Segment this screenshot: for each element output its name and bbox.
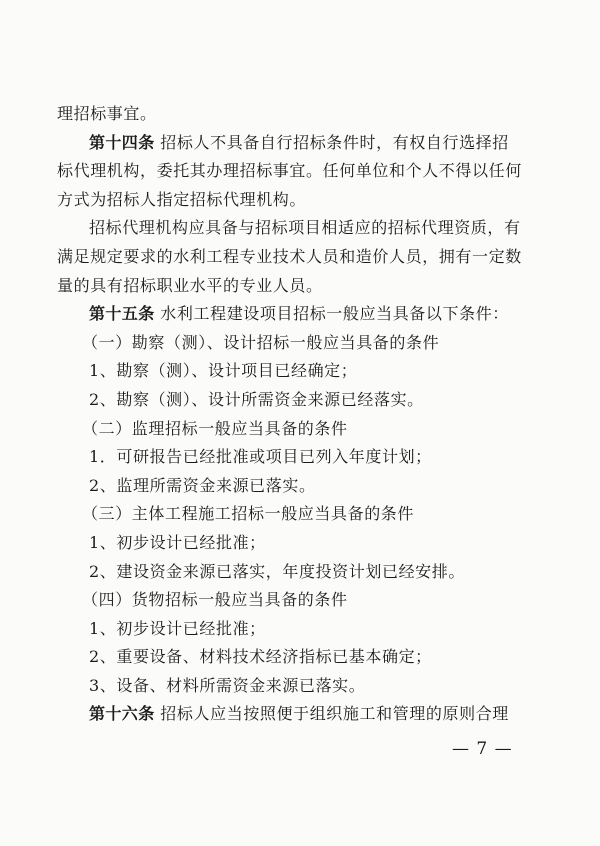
text-line-16 — [89, 533, 266, 553]
line-text: （一）勘察（测）、设计招标一般应当具备的条件 — [82, 333, 440, 352]
line-text: 招标代理机构应具备与招标项目相适应的招标代理资质，有 — [89, 218, 521, 237]
line-text: 2、勘察（测）、设计所需资金来源已经落实。 — [89, 390, 424, 409]
text-line-20 — [89, 647, 432, 667]
line-text: 2、重要设备、材料技术经济指标已基本确定； — [89, 647, 432, 666]
line-text: 水利工程建设项目招标一般应当具备以下条件： — [160, 304, 509, 323]
article-16-heading: 第十六条 — [89, 704, 155, 723]
line-text: 标代理机构，委托其办理招标事宜。任何单位和个人不得以任何 — [57, 161, 522, 180]
text-line-3 — [57, 161, 522, 181]
article-14-line — [89, 133, 509, 153]
article-16-line — [89, 704, 509, 724]
page-number: — 7 — — [452, 739, 513, 759]
text-line-12 — [82, 419, 348, 439]
text-line-7 — [57, 276, 323, 296]
line-text: 方式为招标人指定招标代理机构。 — [57, 190, 307, 209]
line-text: 3、设备、材料所需资金来源已落实。 — [89, 676, 366, 695]
text-line-21 — [89, 676, 365, 696]
line-text: 理招标事宜。 — [57, 104, 157, 123]
line-text: 量的具有招标职业水平的专业人员。 — [57, 276, 323, 295]
text-line-5 — [89, 218, 521, 238]
line-text: 招标人不具备自行招标条件时，有权自行选择招 — [160, 133, 509, 152]
text-line-6 — [57, 247, 522, 267]
text-line-19 — [89, 619, 266, 639]
text-line-1 — [57, 104, 157, 124]
line-text: 2、建设资金来源已落实，年度投资计划已经安排。 — [89, 562, 465, 581]
line-text: 2、监理所需资金来源已落实。 — [89, 476, 316, 495]
text-line-18 — [82, 590, 348, 610]
article-15-heading: 第十五条 — [89, 304, 155, 323]
line-text: 满足规定要求的水利工程专业技术人员和造价人员，拥有一定数 — [57, 247, 522, 266]
article-15-line — [89, 304, 509, 324]
text-line-13 — [89, 447, 432, 467]
line-text: 1．可研报告已经批准或项目已列入年度计划； — [89, 447, 432, 466]
line-text: （三）主体工程施工招标一般应当具备的条件 — [82, 504, 415, 523]
text-line-15 — [82, 504, 414, 524]
line-text: 招标人应当按照便于组织施工和管理的原则合理 — [160, 704, 509, 723]
text-line-17 — [89, 562, 465, 582]
text-line-11 — [89, 390, 424, 410]
text-line-10 — [89, 361, 357, 381]
line-text: （二）监理招标一般应当具备的条件 — [82, 419, 348, 438]
text-line-9 — [82, 333, 439, 353]
text-line-14 — [89, 476, 316, 496]
line-text: 1、初步设计已经批准； — [89, 619, 266, 638]
line-text: 1、勘察（测）、设计项目已经确定； — [89, 361, 358, 380]
line-text: （四）货物招标一般应当具备的条件 — [82, 590, 348, 609]
line-text: 1、初步设计已经批准； — [89, 533, 266, 552]
text-line-4 — [57, 190, 306, 210]
article-14-heading: 第十四条 — [89, 133, 155, 152]
